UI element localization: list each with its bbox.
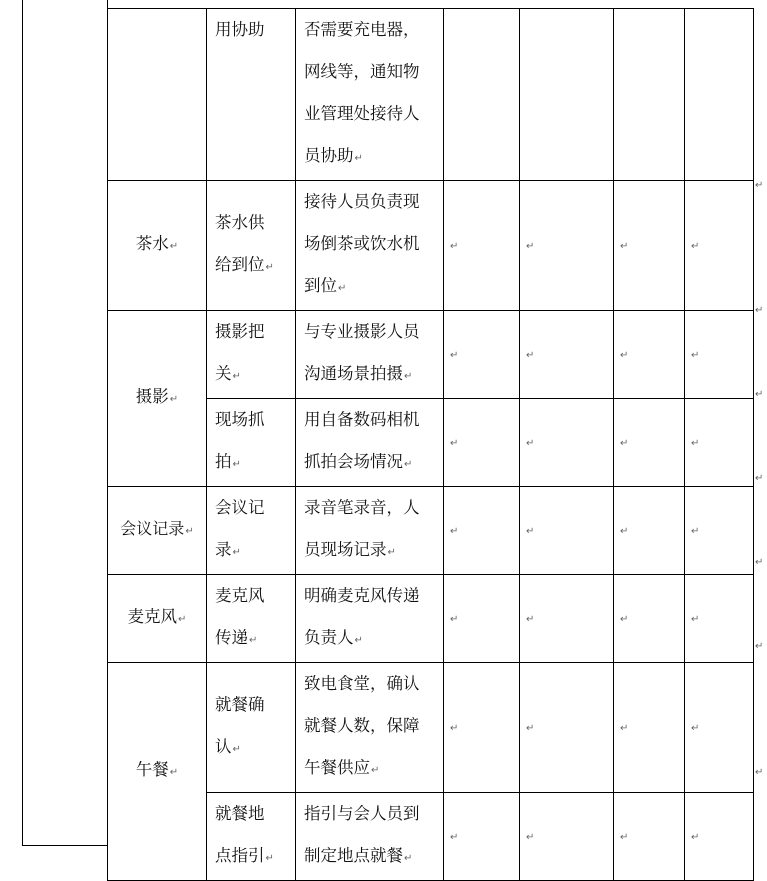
desc-text-last: 抓拍会场情况↵ <box>304 452 413 471</box>
paragraph-mark-icon: ↵ <box>526 723 535 734</box>
item-text-last: 点指引↵ <box>215 846 274 865</box>
paragraph-mark-icon: ↵ <box>338 283 347 294</box>
desc-text: 网线等，通知物 <box>304 62 420 81</box>
paragraph-mark-icon: ↵ <box>691 832 700 843</box>
item-cell <box>207 399 296 487</box>
paragraph-mark-icon: ↵ <box>404 459 413 470</box>
check-cell <box>685 399 754 487</box>
item-text: 就餐地 <box>215 804 265 823</box>
paragraph-mark-icon: ↵ <box>450 438 459 449</box>
desc-text: 致电食堂，确认 <box>304 674 420 693</box>
row-end-mark-icon: ↵ <box>755 641 764 652</box>
check-cell <box>614 9 685 181</box>
paragraph-mark-icon: ↵ <box>691 614 700 625</box>
item-text-last: 录↵ <box>215 540 241 559</box>
item-cell <box>207 575 296 663</box>
desc-text-last: 沟通场景拍摄↵ <box>304 364 413 383</box>
check-cell <box>614 793 685 881</box>
table-row <box>108 487 754 575</box>
item-text-last: 关↵ <box>215 364 241 383</box>
check-cell <box>520 575 614 663</box>
desc-text: 录音笔录音，人 <box>304 498 420 517</box>
arrangement-table <box>107 8 754 881</box>
check-cell <box>520 793 614 881</box>
desc-text: 与专业摄影人员 <box>304 322 420 341</box>
item-text: 现场抓 <box>215 410 265 429</box>
paragraph-mark-icon: ↵ <box>387 547 396 558</box>
paragraph-mark-icon: ↵ <box>620 350 629 361</box>
check-cell <box>444 399 520 487</box>
paragraph-mark-icon: ↵ <box>450 614 459 625</box>
check-cell <box>520 663 614 793</box>
table-row <box>108 9 754 181</box>
paragraph-mark-icon: ↵ <box>620 832 629 843</box>
check-cell <box>520 9 614 181</box>
row-end-mark-icon: ↵ <box>755 557 764 568</box>
table-row <box>108 663 754 793</box>
row-end-mark-icon: ↵ <box>755 389 764 400</box>
paragraph-mark-icon: ↵ <box>265 853 274 864</box>
check-cell <box>444 663 520 793</box>
item-text: 麦克风 <box>215 586 265 605</box>
table-row <box>108 311 754 399</box>
desc-cell <box>296 399 444 487</box>
desc-text: 业管理处接待人 <box>304 104 420 123</box>
item-text: 用协助 <box>215 20 265 39</box>
item-cell <box>207 663 296 793</box>
paragraph-mark-icon: ↵ <box>526 526 535 537</box>
paragraph-mark-icon: ↵ <box>620 438 629 449</box>
paragraph-mark-icon: ↵ <box>232 459 241 470</box>
category-cell: 麦克风↵ <box>108 575 207 663</box>
paragraph-mark-icon: ↵ <box>450 241 459 252</box>
paragraph-mark-icon: ↵ <box>354 635 363 646</box>
paragraph-mark-icon: ↵ <box>354 153 363 164</box>
desc-cell <box>296 487 444 575</box>
paragraph-mark-icon: ↵ <box>232 547 241 558</box>
desc-text-last: 午餐供应↵ <box>304 758 380 777</box>
check-cell <box>520 181 614 311</box>
item-cell <box>207 487 296 575</box>
item-text-last: 认↵ <box>215 737 241 756</box>
paragraph-mark-icon: ↵ <box>691 526 700 537</box>
paragraph-mark-icon: ↵ <box>404 853 413 864</box>
check-cell <box>614 181 685 311</box>
paragraph-mark-icon: ↵ <box>371 765 380 776</box>
check-cell <box>685 793 754 881</box>
check-cell <box>444 575 520 663</box>
category-cell: 茶水↵ <box>108 181 207 311</box>
check-cell <box>614 575 685 663</box>
check-cell <box>685 311 754 399</box>
check-cell <box>614 311 685 399</box>
desc-text: 指引与会人员到 <box>304 804 420 823</box>
paragraph-mark-icon: ↵ <box>404 371 413 382</box>
item-cell <box>207 311 296 399</box>
paragraph-mark-icon: ↵ <box>169 767 179 778</box>
paragraph-mark-icon: ↵ <box>169 241 179 252</box>
desc-text: 否需要充电器， <box>304 20 420 39</box>
desc-text-last: 员协助↵ <box>304 146 363 165</box>
desc-text-last: 员现场记录↵ <box>304 540 396 559</box>
check-cell <box>520 487 614 575</box>
outer-bottom-border <box>22 845 108 846</box>
desc-text: 就餐人数，保障 <box>304 716 420 735</box>
paragraph-mark-icon: ↵ <box>232 744 241 755</box>
item-text: 摄影把 <box>215 322 265 341</box>
category-cell: 摄影↵ <box>108 311 207 487</box>
desc-text-last: 负责人↵ <box>304 628 363 647</box>
item-cell <box>207 793 296 881</box>
check-cell <box>444 311 520 399</box>
paragraph-mark-icon: ↵ <box>249 635 258 646</box>
item-text-last: 传递↵ <box>215 628 258 647</box>
check-cell <box>685 487 754 575</box>
check-cell <box>685 9 754 181</box>
paragraph-mark-icon: ↵ <box>169 394 179 405</box>
desc-text: 明确麦克风传递 <box>304 586 420 605</box>
category-cell: 午餐↵ <box>108 663 207 881</box>
row-end-mark-icon: ↵ <box>755 473 764 484</box>
desc-cell <box>296 181 444 311</box>
item-cell <box>207 9 296 181</box>
paragraph-mark-icon: ↵ <box>620 723 629 734</box>
paragraph-mark-icon: ↵ <box>450 832 459 843</box>
paragraph-mark-icon: ↵ <box>526 438 535 449</box>
desc-text: 接待人员负责现 <box>304 192 420 211</box>
desc-cell <box>296 793 444 881</box>
item-text: 就餐确 <box>215 695 265 714</box>
check-cell <box>520 399 614 487</box>
check-cell <box>685 575 754 663</box>
category-cell-empty <box>108 9 207 181</box>
desc-text: 场倒茶或饮水机 <box>304 234 420 253</box>
paragraph-mark-icon: ↵ <box>232 371 241 382</box>
item-text: 茶水供 <box>215 213 265 232</box>
item-cell <box>207 181 296 311</box>
paragraph-mark-icon: ↵ <box>620 526 629 537</box>
paragraph-mark-icon: ↵ <box>450 350 459 361</box>
desc-text-last: 到位↵ <box>304 276 347 295</box>
paragraph-mark-icon: ↵ <box>620 241 629 252</box>
paragraph-mark-icon: ↵ <box>526 614 535 625</box>
desc-text: 用自备数码相机 <box>304 410 420 429</box>
desc-cell <box>296 575 444 663</box>
row-end-mark-icon: ↵ <box>755 767 764 778</box>
paragraph-mark-icon: ↵ <box>691 723 700 734</box>
check-cell <box>444 793 520 881</box>
paragraph-mark-icon: ↵ <box>691 350 700 361</box>
paragraph-mark-icon: ↵ <box>526 832 535 843</box>
check-cell <box>444 9 520 181</box>
check-cell <box>685 181 754 311</box>
desc-cell <box>296 663 444 793</box>
check-cell <box>614 399 685 487</box>
row-end-mark-icon: ↵ <box>755 305 764 316</box>
check-cell <box>614 487 685 575</box>
check-cell <box>614 663 685 793</box>
item-text: 会议记 <box>215 498 265 517</box>
desc-cell <box>296 9 444 181</box>
check-cell <box>444 487 520 575</box>
row-end-mark-icon: ↵ <box>755 180 764 191</box>
paragraph-mark-icon: ↵ <box>691 438 700 449</box>
paragraph-mark-icon: ↵ <box>185 526 194 537</box>
check-cell <box>520 311 614 399</box>
paragraph-mark-icon: ↵ <box>265 262 274 273</box>
outer-left-border <box>22 0 23 846</box>
table-row <box>108 181 754 311</box>
paragraph-mark-icon: ↵ <box>526 350 535 361</box>
paragraph-mark-icon: ↵ <box>620 614 629 625</box>
paragraph-mark-icon: ↵ <box>450 526 459 537</box>
category-cell: 会议记录↵ <box>108 487 207 575</box>
desc-text-last: 制定地点就餐↵ <box>304 846 413 865</box>
paragraph-mark-icon: ↵ <box>526 241 535 252</box>
item-text-last: 给到位↵ <box>215 255 274 274</box>
item-text-last: 拍↵ <box>215 452 241 471</box>
table-row <box>108 575 754 663</box>
paragraph-mark-icon: ↵ <box>450 723 459 734</box>
check-cell <box>685 663 754 793</box>
paragraph-mark-icon: ↵ <box>691 241 700 252</box>
check-cell <box>444 181 520 311</box>
desc-cell <box>296 311 444 399</box>
paragraph-mark-icon: ↵ <box>178 614 187 625</box>
